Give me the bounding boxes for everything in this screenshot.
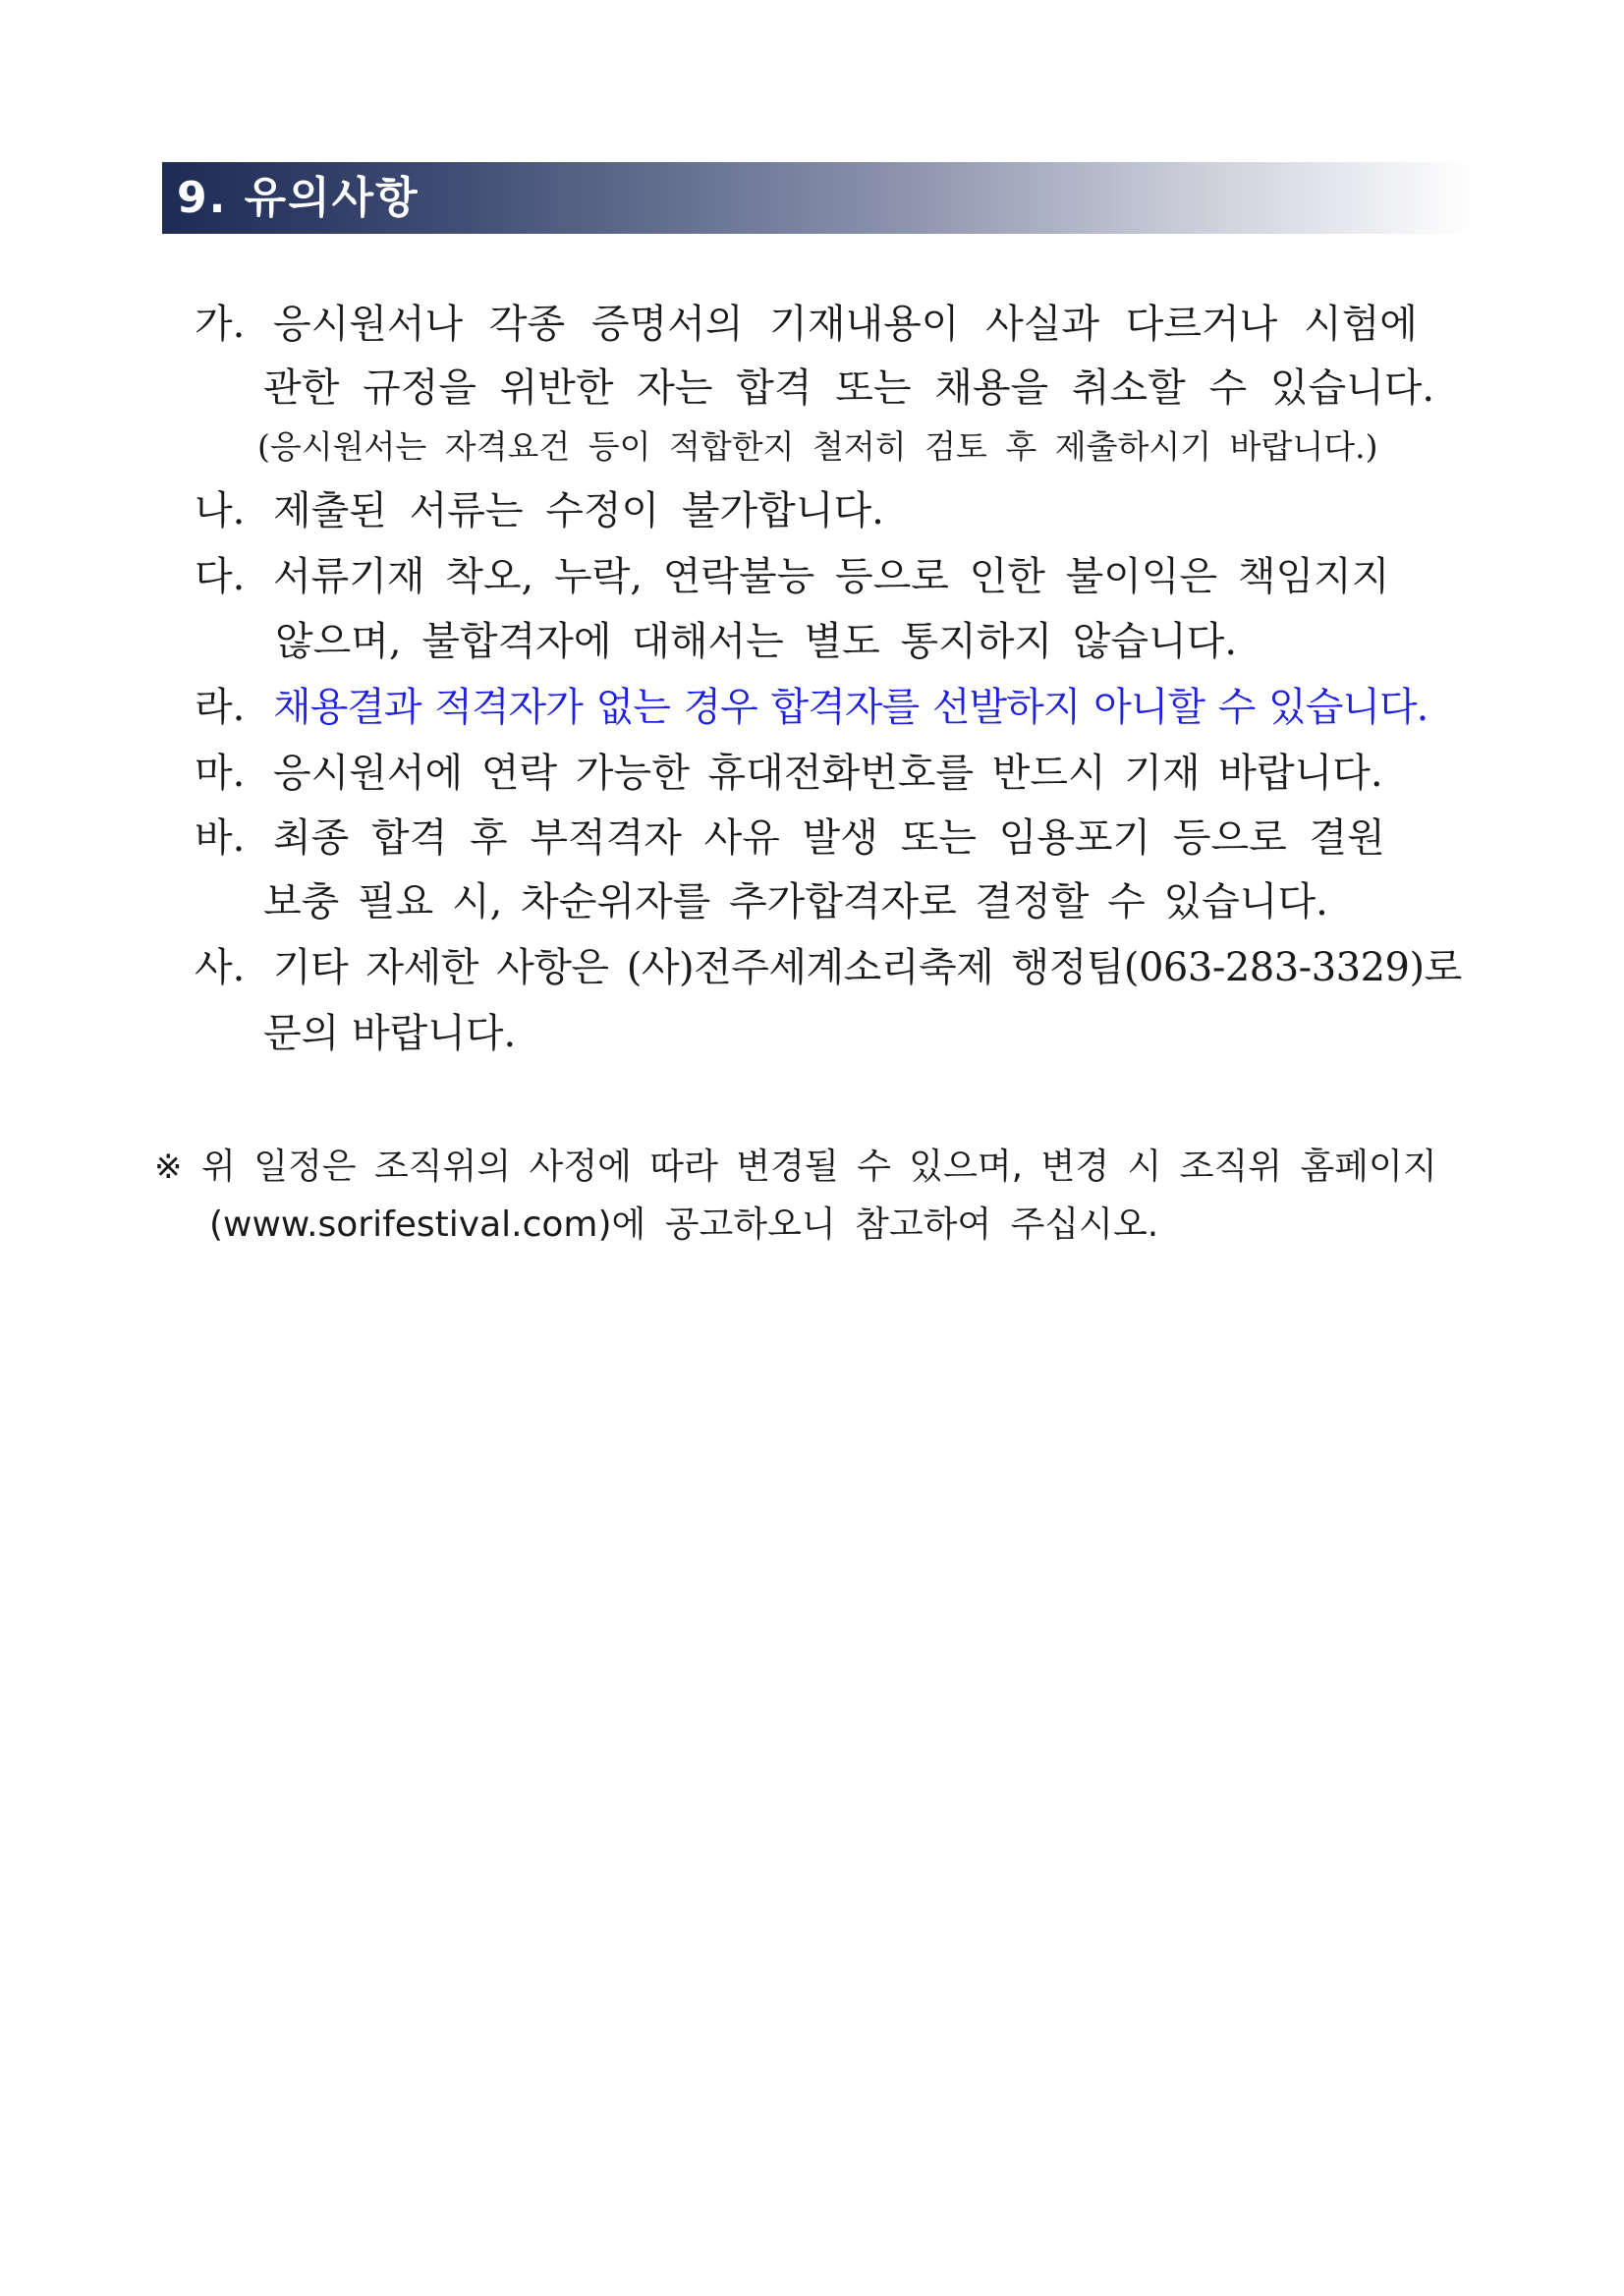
item-text: 응시원서나 각종 증명서의 기재내용이 사실과 다르거나 시험에 bbox=[273, 302, 1418, 347]
section-title: 9. 유의사항 bbox=[177, 173, 420, 223]
item-label: 가. bbox=[195, 302, 246, 347]
item-text-highlight: 채용결과 적격자가 없는 경우 합격자를 선발하지 아니할 수 있습니다. bbox=[273, 685, 1428, 730]
item-text: 않으며, 불합격자에 대해서는 별도 통지하지 않습니다. bbox=[275, 619, 1238, 664]
item-text: 제출된 서류는 수정이 불가합니다. bbox=[273, 488, 884, 533]
item-text: 기타 자세한 사항은 (사)전주세계소리축제 행정팀(063-283-3329)로 bbox=[273, 945, 1462, 990]
reference-mark-icon: ※ bbox=[154, 1148, 183, 1187]
item-text: 관한 규정을 위반한 자는 합격 또는 채용을 취소할 수 있습니다. bbox=[263, 365, 1435, 411]
item-label: 나. bbox=[195, 488, 246, 533]
item-text: 보충 필요 시, 차순위자를 추가합격자로 결정할 수 있습니다. bbox=[263, 879, 1328, 924]
note-text: (www.sorifestival.com)에 공고하오니 참고하여 주십시오. bbox=[209, 1204, 1159, 1245]
item-label: 라. bbox=[195, 685, 246, 730]
item-label: 다. bbox=[195, 554, 246, 599]
item-label: 바. bbox=[195, 815, 246, 861]
item-text: 서류기재 착오, 누락, 연락불능 등으로 인한 불이익은 책임지지 bbox=[273, 554, 1390, 599]
note-text: 위 일정은 조직위의 사정에 따라 변경될 수 있으며, 변경 시 조직위 홈페이지 bbox=[201, 1147, 1437, 1187]
item-note: (응시원서는 자격요건 등이 적합한지 철저히 검토 후 제출하시기 바랍니다.) bbox=[257, 427, 1378, 466]
item-label: 사. bbox=[195, 945, 246, 990]
item-label: 마. bbox=[195, 751, 246, 796]
item-text: 문의 바랍니다. bbox=[263, 1011, 517, 1056]
item-text: 최종 합격 후 부적격자 사유 발생 또는 임용포기 등으로 결원 bbox=[273, 815, 1385, 861]
item-text: 응시원서에 연락 가능한 휴대전화번호를 반드시 기재 바랍니다. bbox=[273, 751, 1383, 796]
